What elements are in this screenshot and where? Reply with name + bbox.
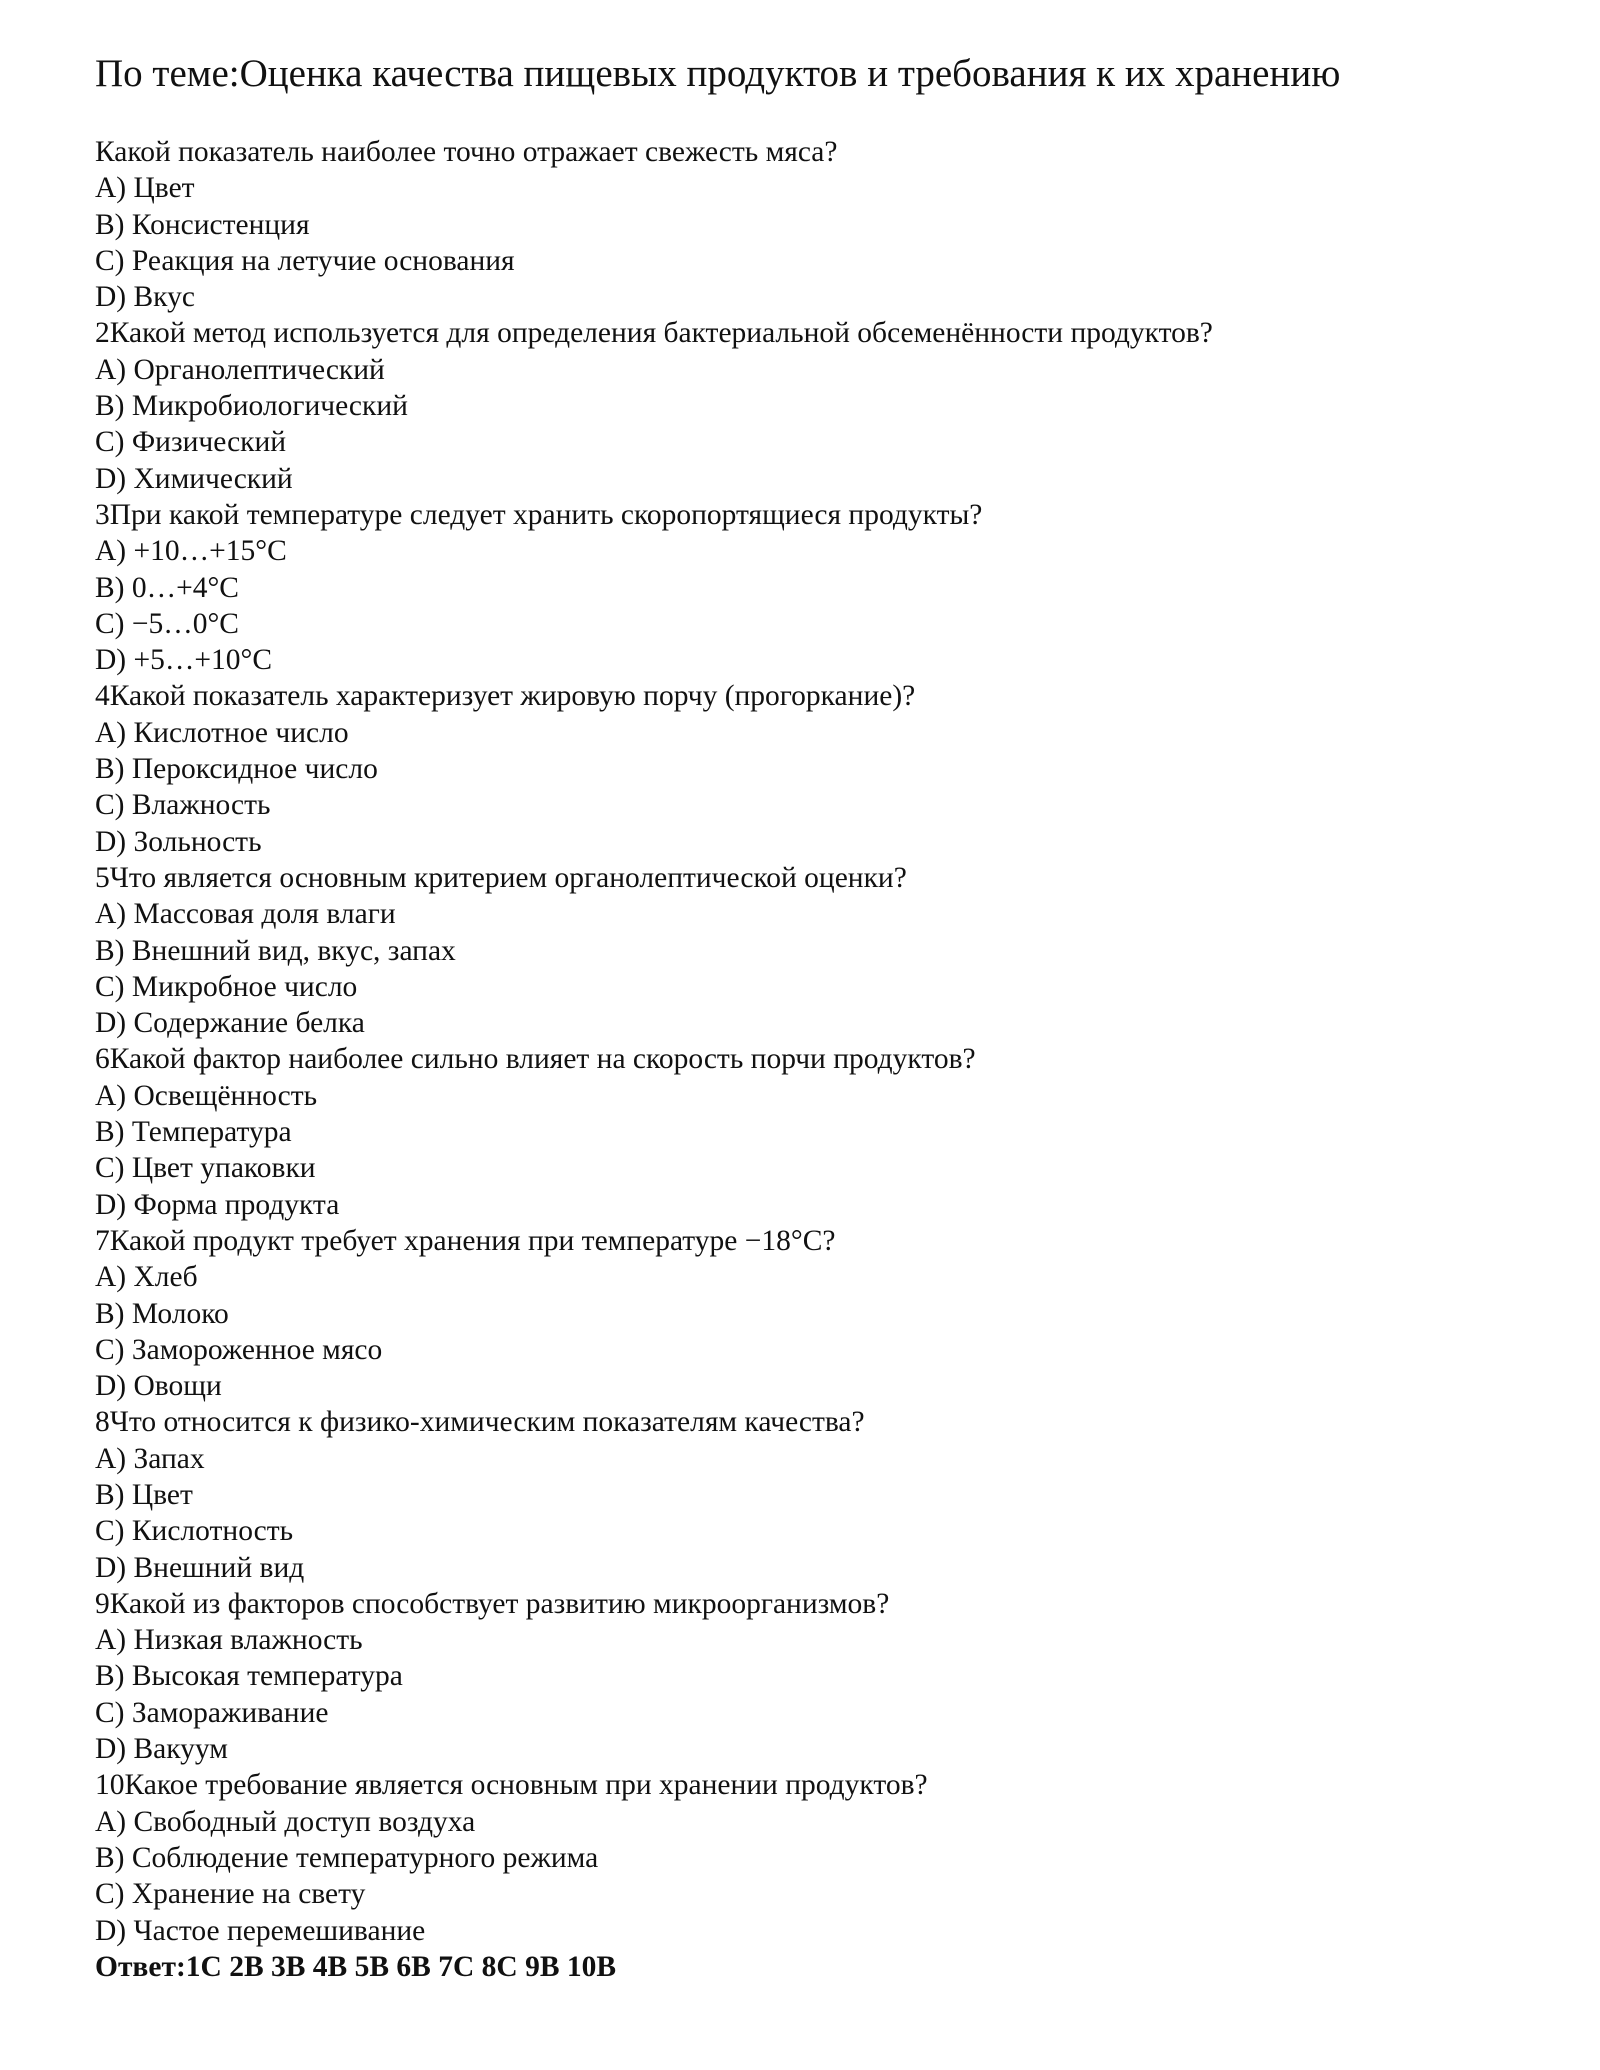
question-text: 6Какой фактор наиболее сильно влияет на скорость порчи продуктов? [95, 1043, 976, 1076]
option-b: B) Высокая температура [95, 1660, 403, 1693]
answer-key: Ответ:1C 2B 3B 4B 5B 6B 7C 8C 9B 10B [95, 1950, 617, 1983]
option-c: C) Замороженное мясо [95, 1333, 383, 1366]
option-a: A) Цвет [95, 172, 195, 205]
option-c: C) Цвет упаковки [95, 1152, 316, 1185]
option-a: A) Низкая влажность [95, 1624, 363, 1657]
page-title: По теме:Оценка качества пищевых продуктов и требования к их хранению [95, 52, 1341, 95]
question-text: 5Что является основным критерием органолептической оценки? [95, 861, 907, 894]
question-block [95, 1041, 1555, 1222]
option-b: B) Консистенция [95, 208, 310, 241]
question-text: 3При какой температуре следует хранить скоропортящиеся продукты? [95, 498, 983, 531]
option-a: A) Хлеб [95, 1261, 198, 1294]
option-a: A) Освещённость [95, 1079, 318, 1112]
question-text: Какой показатель наиболее точно отражает свежесть мяса? [95, 136, 838, 168]
option-c: C) Кислотность [95, 1515, 294, 1548]
option-c: C) Замораживание [95, 1696, 329, 1729]
question-block [95, 497, 1555, 678]
option-d: D) Частое перемешивание [95, 1914, 426, 1947]
question-block [95, 1586, 1555, 1767]
question-block [95, 1223, 1555, 1404]
option-d: D) Зольность [95, 825, 262, 858]
question-block [95, 1404, 1555, 1585]
option-b: B) Внешний вид, вкус, запах [95, 934, 456, 967]
question-block [95, 678, 1555, 859]
option-c: C) Влажность [95, 789, 271, 822]
question-block [95, 134, 1555, 315]
option-d: D) Внешний вид [95, 1551, 305, 1584]
option-b: B) Температура [95, 1116, 292, 1149]
option-a: A) Массовая доля влаги [95, 898, 396, 931]
question-list [95, 134, 1555, 1949]
option-c: C) Микробное число [95, 970, 358, 1003]
option-a: A) Кислотное число [95, 716, 349, 749]
option-d: D) Овощи [95, 1370, 222, 1403]
option-d: D) +5…+10°C [95, 644, 272, 677]
option-a: A) Органолептический [95, 353, 385, 386]
option-d: D) Вакуум [95, 1733, 228, 1766]
option-a: A) Запах [95, 1442, 205, 1475]
option-a: A) Свободный доступ воздуха [95, 1805, 476, 1838]
option-c: C) Хранение на свету [95, 1878, 366, 1911]
question-text: 4Какой показатель характеризует жировую порчу (прогоркание)? [95, 680, 916, 713]
question-block [95, 315, 1555, 496]
option-c: C) −5…0°C [95, 607, 239, 640]
option-a: A) +10…+15°C [95, 535, 287, 568]
option-b: B) Микробиологический [95, 390, 408, 423]
option-d: D) Вкус [95, 281, 195, 314]
question-text: 8Что относится к физико-химическим показателям качества? [95, 1406, 865, 1439]
option-c: C) Физический [95, 426, 287, 459]
option-b: B) Цвет [95, 1478, 193, 1511]
option-b: B) Пероксидное число [95, 753, 378, 786]
question-text: 10Какое требование является основным при хранении продуктов? [95, 1769, 928, 1802]
question-text: 2Какой метод используется для определения бактериальной обсеменённости продуктов? [95, 317, 1213, 350]
option-b: B) Молоко [95, 1297, 229, 1330]
option-d: D) Форма продукта [95, 1188, 340, 1221]
option-b: B) Соблюдение температурного режима [95, 1841, 599, 1874]
document-page [95, 48, 1555, 1985]
option-d: D) Химический [95, 462, 293, 495]
question-text: 9Какой из факторов способствует развитию микроорганизмов? [95, 1587, 890, 1620]
option-d: D) Содержание белка [95, 1007, 365, 1040]
option-c: C) Реакция на летучие основания [95, 244, 515, 277]
question-block [95, 860, 1555, 1041]
option-b: B) 0…+4°C [95, 571, 239, 604]
question-block [95, 1767, 1555, 1948]
question-text: 7Какой продукт требует хранения при температуре −18°C? [95, 1224, 836, 1257]
